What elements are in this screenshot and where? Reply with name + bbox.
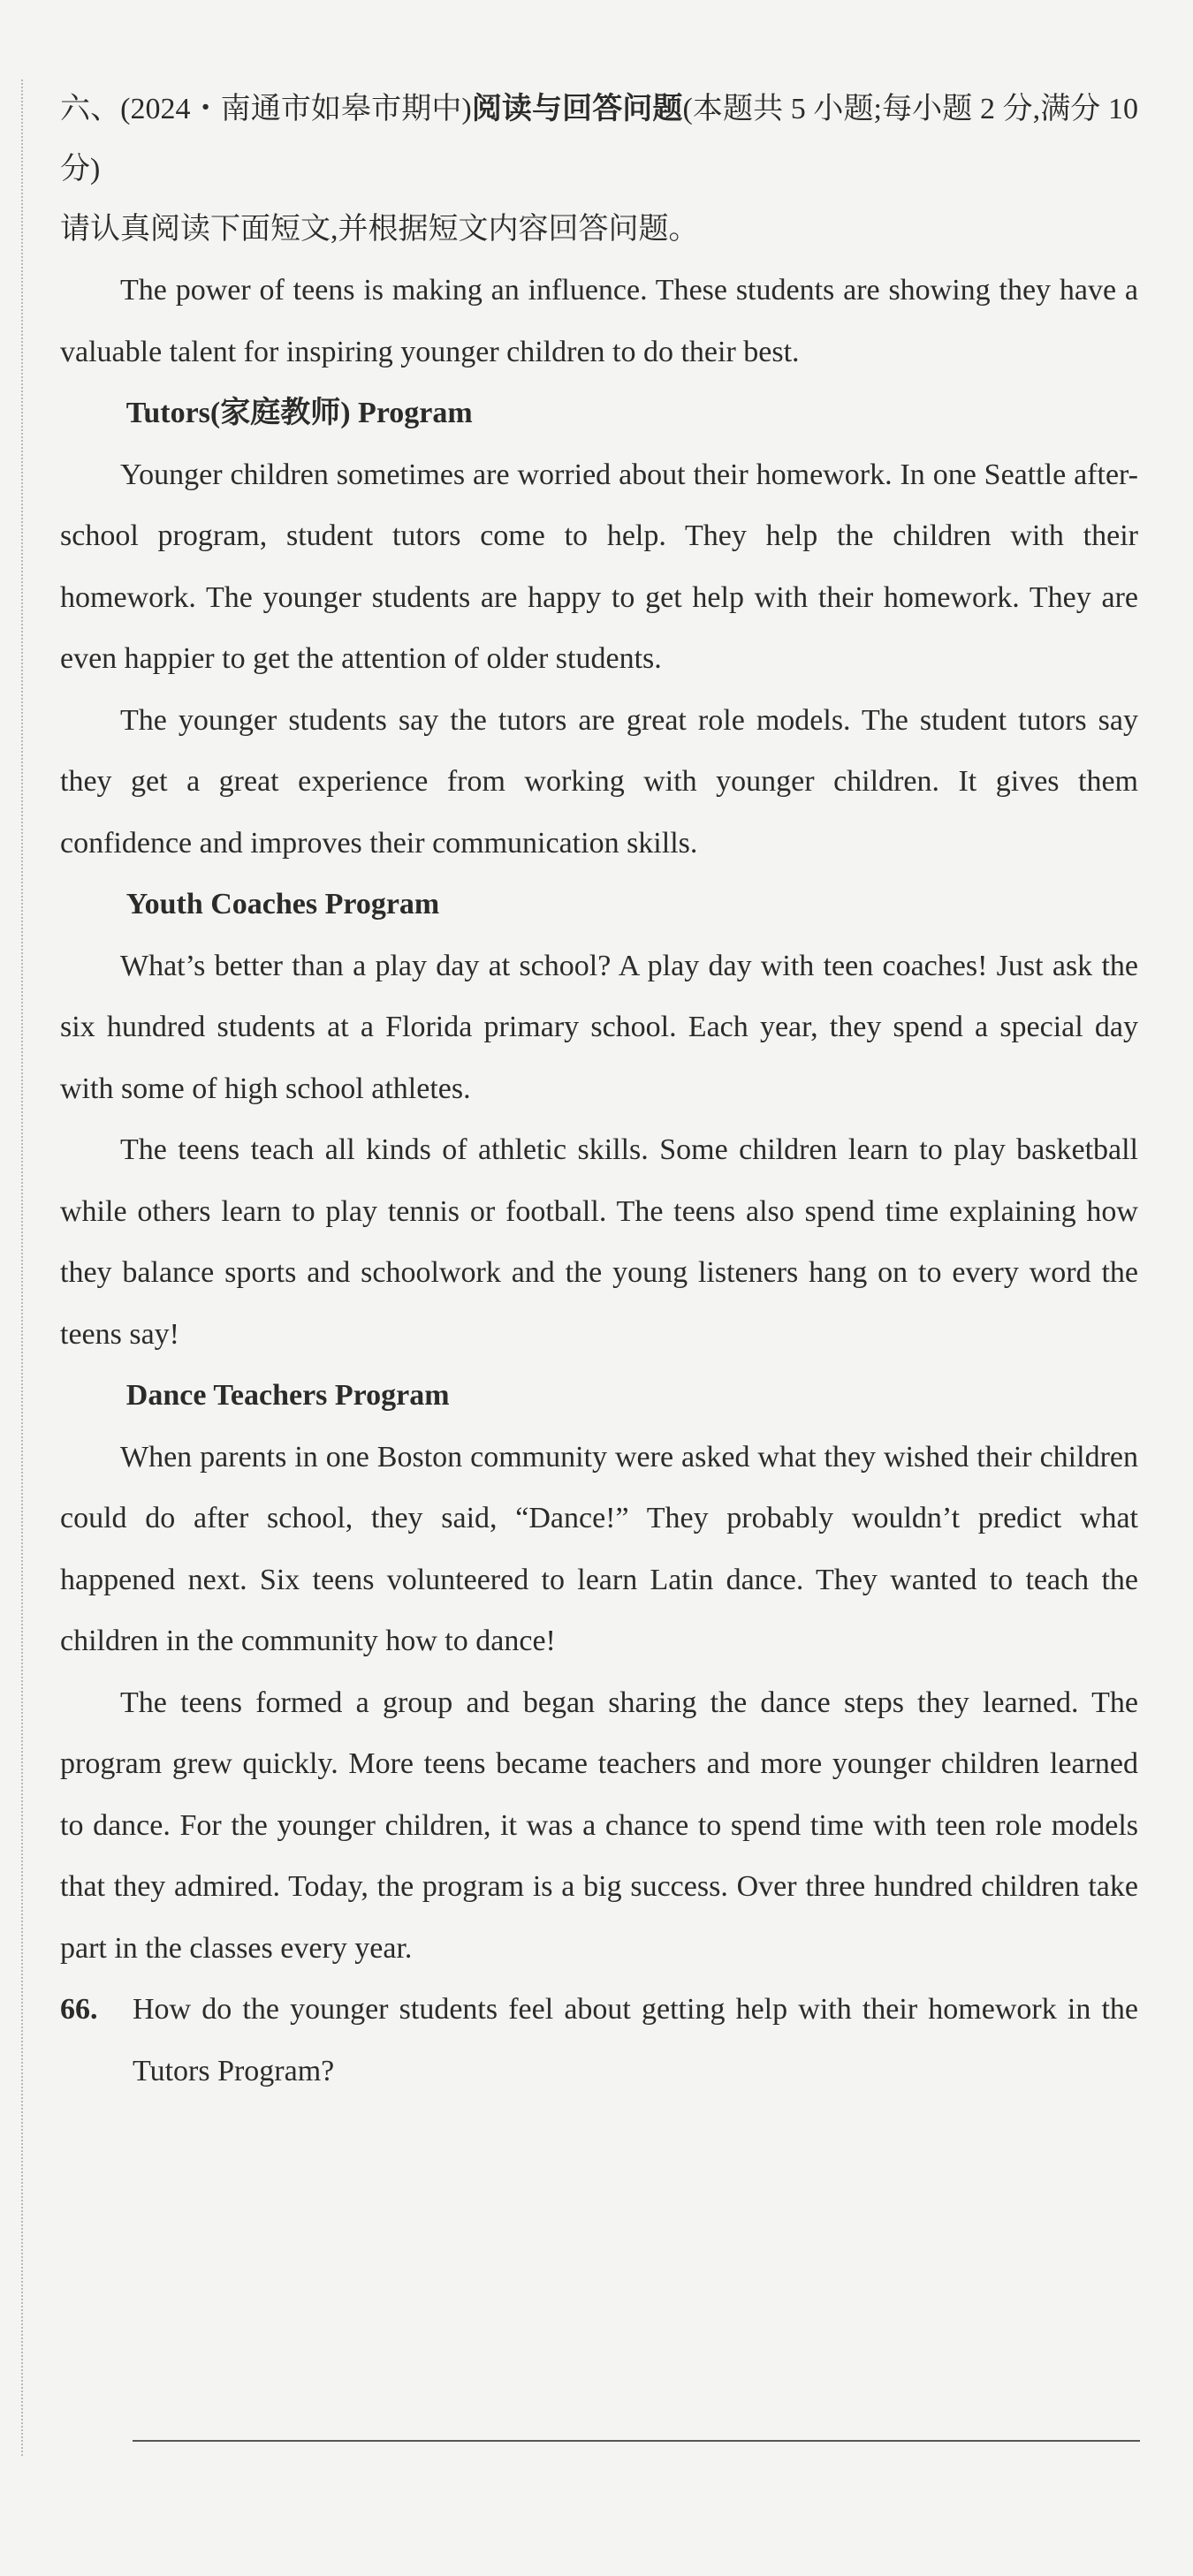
exercise-scoring-note: (本题共 5 小题;每小题 2 分,满分 10 分) [60, 93, 1138, 186]
exercise-source: 六、(2024・南通市如皋市期中) [60, 93, 472, 125]
question-text: How do the younger students feel about getting help with their homework in the Tutors Program? [133, 1993, 1138, 2087]
question-number: 66. [60, 1993, 98, 2026]
exercise-title: 阅读与回答问题 [471, 93, 683, 125]
tutors-paragraph-2: The younger students say the tutors are great role models. The student tutors say they get a great experience from working with younger children. It gives them confidence and improves their communication skills. [60, 703, 1138, 860]
intro-paragraph: The power of teens is making an influence. These students are showing they have a valuable talent for inspiring younger children to do their best. [60, 274, 1138, 368]
dance-paragraph-1: When parents in one Boston community were asked what they wished their children could do after school, they said, “Dance!” They probably wouldn’t predict what happened next. Six teens volunteered to learn Latin dance. They wanted to teach the children in the community how to dance! [60, 1440, 1138, 1657]
dance-paragraph-2: The teens formed a group and began sharing the dance steps they learned. The program grew quickly. More teens became teachers and more younger children learned to dance. For the younger children, it was a chance to spend time with teen role models that they admired. Today, the program is a big success. Over three hundred children take part in the classes every year. [60, 1686, 1138, 1965]
instruction-text: 请认真阅读下面短文,并根据短文内容回答问题。 [60, 213, 699, 246]
section-title-dance-teachers: Dance Teachers Program [125, 1379, 450, 1412]
tutors-paragraph-1: Younger children sometimes are worried about their homework. In one Seattle after-school program, student tutors come to help. They help the children with their homework. The younger students are happy to get help with their homework. They are even happier to get the attention of older students. [60, 458, 1138, 675]
coaches-paragraph-1: What’s better than a play day at school? A play day with teen coaches! Just ask the six hundred students at a Florida primary school. Each year, they spend a special day with some of high school athletes. [60, 949, 1138, 1105]
section-title-youth-coaches: Youth Coaches Program [125, 888, 440, 921]
reading-passage [60, 80, 1138, 2102]
margin-dotted-line [21, 80, 23, 2456]
coaches-paragraph-2: The teens teach all kinds of athletic skills. Some children learn to play basketball while others learn to play tennis or football. The teens also spend time explaining how they balance sports and schoolwork and the young listeners hang on to every word the teens say! [60, 1133, 1138, 1351]
answer-line[interactable] [133, 2440, 1140, 2442]
exercise-heading [60, 80, 1138, 200]
section-title-tutors: Tutors(家庭教师) Program [125, 397, 473, 429]
question-66 [60, 1979, 1138, 2102]
